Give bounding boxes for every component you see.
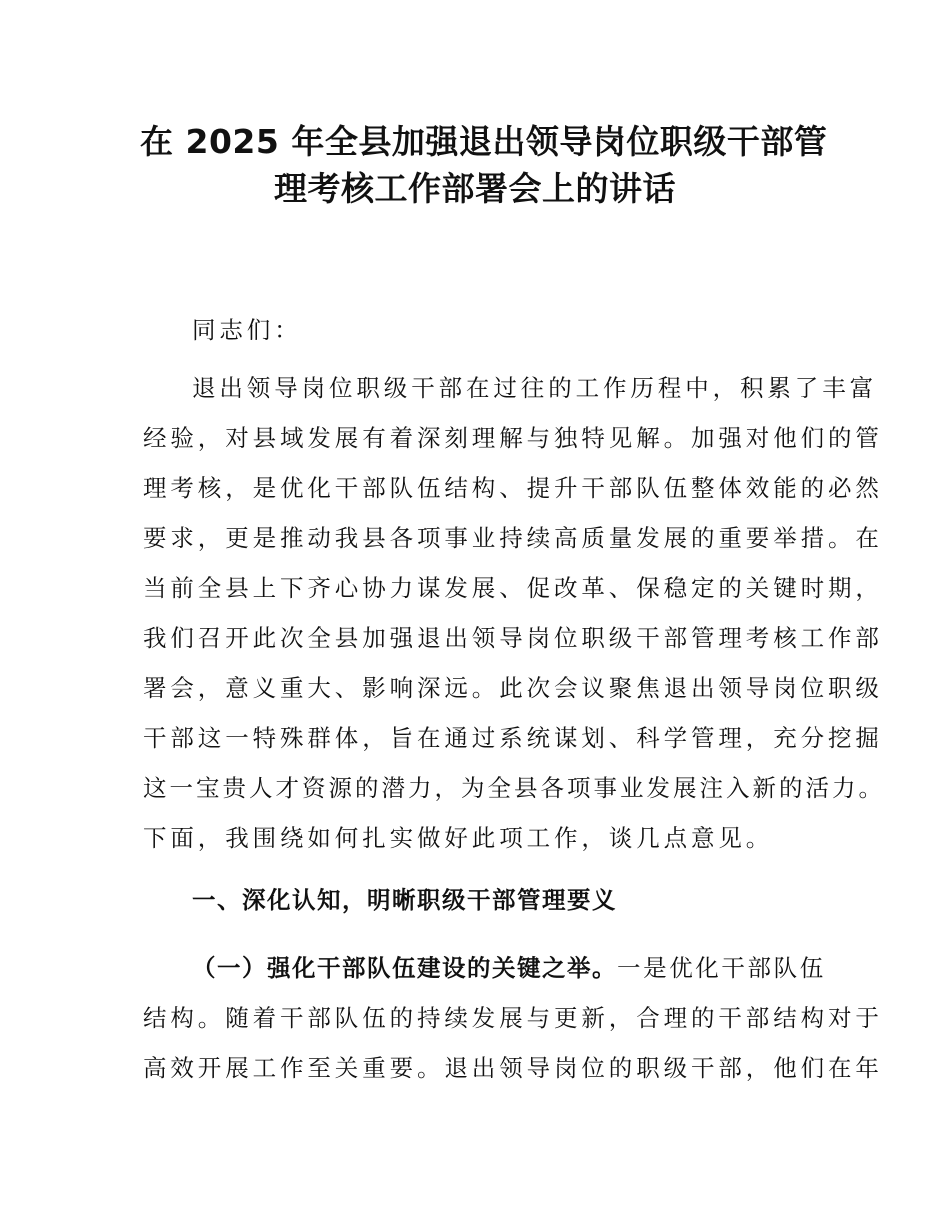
intro-line-5: 当前全县上下齐心协力谋发展、促改革、保稳定的关键时期， <box>143 574 883 602</box>
intro-line-6: 我们召开此次全县加强退出领导岗位职级干部管理考核工作部 <box>143 624 883 652</box>
subsection-first-line <box>192 952 826 984</box>
subsection-first-line-rest: 一是优化干部队伍 <box>617 954 826 982</box>
subsection-line-3: 高效开展工作至关重要。退出领导岗位的职级干部，他们在年 <box>143 1054 883 1082</box>
intro-line-2: 经验，对县域发展有着深刻理解与独特见解。加强对他们的管 <box>143 424 883 452</box>
intro-line-9: 这一宝贵人才资源的潜力，为全县各项事业发展注入新的活力。 <box>143 774 885 802</box>
intro-line-4: 要求，更是推动我县各项事业持续高质量发展的重要举措。在 <box>143 524 883 552</box>
subsection-heading: （一）强化干部队伍建设的关键之举。 <box>192 954 617 982</box>
intro-line-7: 署会，意义重大、影响深远。此次会议聚焦退出领导岗位职级 <box>143 674 883 702</box>
intro-line-1: 退出领导岗位职级干部在过往的工作历程中，积累了丰富 <box>192 374 877 402</box>
subsection-line-2: 结构。随着干部队伍的持续发展与更新，合理的干部结构对于 <box>143 1004 883 1032</box>
intro-line-10: 下面，我围绕如何扎实做好此项工作，谈几点意见。 <box>143 824 774 852</box>
intro-line-3: 理考核，是优化干部队伍结构、提升干部队伍整体效能的必然 <box>143 474 883 502</box>
section-heading: 一、深化认知，明晰职级干部管理要义 <box>192 886 617 914</box>
intro-line-8: 干部这一特殊群体，旨在通过系统谋划、科学管理，充分挖掘 <box>143 724 883 752</box>
title-line-1: 在 2025 年全县加强退出领导岗位职级干部管 <box>140 122 828 161</box>
document-title <box>140 118 828 212</box>
salutation: 同志们： <box>192 316 302 344</box>
title-line-2: 理考核工作部署会上的讲话 <box>274 169 676 208</box>
